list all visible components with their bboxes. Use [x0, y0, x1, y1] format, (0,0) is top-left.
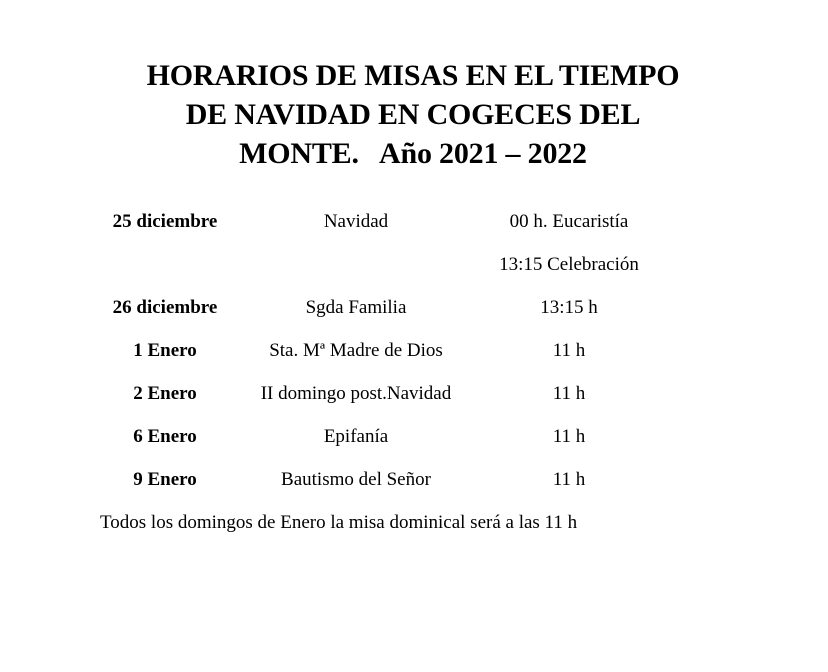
schedule-date: 26 diciembre	[112, 297, 218, 318]
schedule-date: 9 Enero	[133, 469, 197, 490]
document-title	[100, 56, 726, 173]
schedule-row	[0, 415, 828, 458]
schedule-feast: Navidad	[323, 211, 389, 232]
schedule-time: 11 h	[552, 426, 586, 447]
mass-schedule-table	[0, 200, 828, 501]
schedule-row	[0, 286, 828, 329]
schedule-time: 13:15 h	[540, 297, 598, 318]
schedule-feast: Bautismo del Señor	[281, 469, 431, 490]
schedule-row	[0, 243, 828, 286]
schedule-time: 11 h	[552, 383, 586, 404]
schedule-row	[0, 329, 828, 372]
schedule-feast: Epifanía	[323, 426, 389, 447]
schedule-time: 11 h	[552, 340, 586, 361]
title-line-3: MONTE. Año 2021 – 2022	[239, 137, 587, 170]
schedule-row	[0, 200, 828, 243]
footer-note: Todos los domingos de Enero la misa dominical será a las 11 h	[100, 512, 578, 533]
schedule-feast: Sgda Familia	[305, 297, 407, 318]
schedule-date: 2 Enero	[133, 383, 197, 404]
schedule-date: 25 diciembre	[112, 211, 218, 232]
schedule-row	[0, 372, 828, 415]
schedule-date: 1 Enero	[133, 340, 197, 361]
schedule-time: 00 h. Eucaristía	[509, 211, 629, 232]
schedule-feast: II domingo post.Navidad	[260, 383, 452, 404]
title-line-1: HORARIOS DE MISAS EN EL TIEMPO	[146, 59, 680, 92]
schedule-time: 13:15 Celebración	[499, 254, 639, 275]
schedule-feast: Sta. Mª Madre de Dios	[269, 340, 443, 361]
schedule-row	[0, 458, 828, 501]
title-line-2: DE NAVIDAD EN COGECES DEL	[185, 98, 641, 131]
schedule-time: 11 h	[552, 469, 586, 490]
schedule-date: 6 Enero	[133, 426, 197, 447]
